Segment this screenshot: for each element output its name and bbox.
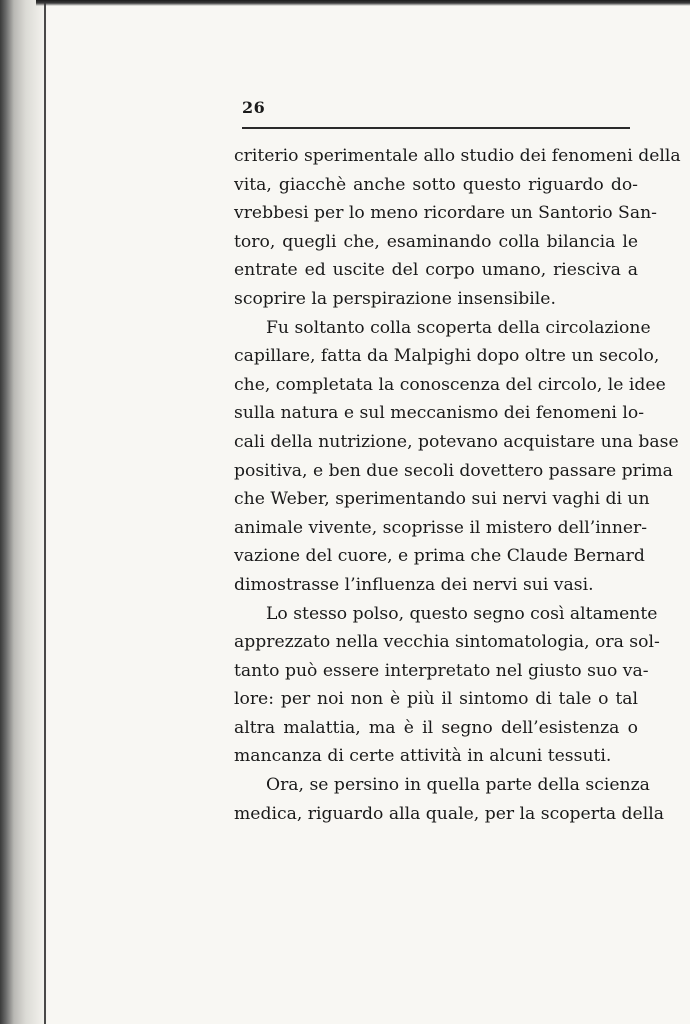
text-line: che, completata la conoscenza del circolo, le idee <box>234 374 666 395</box>
page-number: 26 <box>242 98 266 117</box>
page-top-edge <box>36 0 690 6</box>
text-line: sulla natura e sul meccanismo dei fenomeni lo- <box>234 403 644 424</box>
text-line: criterio sperimentale allo studio dei fenomeni della <box>234 146 681 166</box>
text-line: Lo stesso polso, questo segno così altamente <box>266 603 658 624</box>
text-line: vita, giacchè anche sotto questo riguardo do- <box>234 174 638 195</box>
text-line: capillare, fatta da Malpighi dopo oltre un secolo, <box>234 346 660 367</box>
text-line: scoprire la perspirazione insensibile. <box>234 288 556 309</box>
text-line: vazione del cuore, e prima che Claude Bernard <box>234 546 645 567</box>
text-line: che Weber, sperimentando sui nervi vaghi di un <box>234 489 650 510</box>
text-line: tanto può essere interpretato nel giusto suo va- <box>234 660 649 681</box>
text-line: altra malattia, ma è il segno dell’esistenza o <box>234 717 638 738</box>
text-line: apprezzato nella vecchia sintomatologia, ora sol- <box>234 632 660 653</box>
text-line: Fu soltanto colla scoperta della circolazione <box>266 317 651 338</box>
text-line: entrate ed uscite del corpo umano, riesciva a <box>234 260 638 281</box>
text-line: medica, riguardo alla quale, per la scoperta della <box>234 803 664 824</box>
text-line: toro, quegli che, esaminando colla bilancia le <box>234 231 638 252</box>
header-rule <box>242 127 630 129</box>
text-line: cali della nutrizione, potevano acquistare una base <box>234 431 679 452</box>
body-text <box>234 142 681 828</box>
text-line: positiva, e ben due secoli dovettero passare prima <box>234 460 673 481</box>
text-line: dimostrasse l’influenza dei nervi sui vasi. <box>234 574 594 595</box>
binding-edge-line <box>44 0 46 1024</box>
text-line: mancanza di certe attività in alcuni tessuti. <box>234 746 612 767</box>
page-header <box>242 96 630 130</box>
text-line: animale vivente, scoprisse il mistero dell’inner- <box>234 517 648 538</box>
text-line: lore: per noi non è più il sintomo di tale o tal <box>234 689 638 710</box>
text-line: Ora, se persino in quella parte della scienza <box>266 775 650 796</box>
binding-gutter <box>0 0 48 1024</box>
text-line: vrebbesi per lo meno ricordare un Santorio San- <box>234 203 657 224</box>
